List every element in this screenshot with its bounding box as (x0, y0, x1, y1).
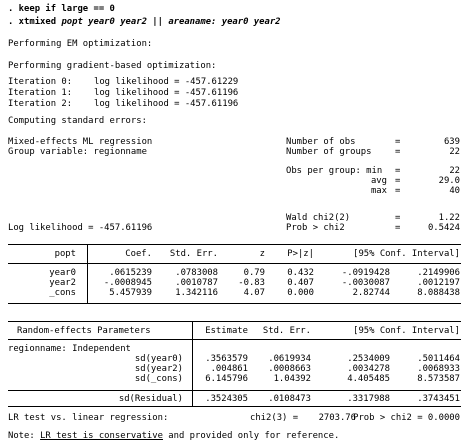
prob-chi2-label: Prob > chi2 (286, 223, 345, 233)
row-se: .0619934 (268, 354, 311, 364)
nobs-value: 639 (443, 137, 460, 147)
row-se: .0008663 (268, 364, 311, 374)
command-xtmixed (8, 17, 281, 27)
row-estimate: .3563579 (205, 354, 248, 364)
row-z: -0.83 (238, 278, 265, 288)
row-estimate: .004861 (210, 364, 248, 374)
wald-value: 1.22 (438, 213, 460, 223)
prob-chi2-value: 0.5424 (427, 223, 460, 233)
row-ci-low: .0034278 (347, 364, 390, 374)
max-eq: = (395, 186, 401, 196)
row-z: 4.07 (243, 288, 265, 298)
row-se: .0108473 (268, 394, 311, 404)
row-coef: 5.457939 (109, 288, 152, 298)
row-se: .0783008 (175, 268, 218, 278)
iteration-2-text: log likelihood = -457.61196 (94, 99, 239, 109)
fixed-header-ci: [95% Conf. Interval] (353, 249, 460, 259)
row-ci-low: .3317988 (347, 394, 390, 404)
iteration-0-label: Iteration 0: (8, 77, 73, 87)
iteration-1-text: log likelihood = -457.61196 (94, 88, 239, 98)
avg-label: avg (370, 176, 387, 186)
fixed-header-z: z (259, 249, 265, 259)
random-table-header-rule (8, 339, 461, 340)
wald-eq: = (395, 213, 401, 223)
min-eq: = (395, 166, 401, 176)
lr-test-label: LR test vs. linear regression: (8, 413, 169, 423)
ngroups-label: Number of groups (286, 147, 372, 157)
row-ci-low: -.0030087 (341, 278, 390, 288)
prob-eq: = (395, 223, 401, 233)
row-z: 0.79 (243, 268, 265, 278)
fixed-table-header-rule (8, 263, 461, 264)
row-p: 0.000 (287, 288, 314, 298)
note-prefix: Note: (8, 431, 41, 441)
row-name: year2 (49, 278, 76, 288)
row-name: year0 (49, 268, 76, 278)
random-header-ci: [95% Conf. Interval] (353, 326, 460, 336)
row-ci-low: .2534009 (347, 354, 390, 364)
nobs-label: Number of obs (286, 137, 356, 147)
row-ci-high: .5011464 (417, 354, 460, 364)
row-name: sd(Residual) (118, 394, 183, 404)
row-ci-high: .0012197 (417, 278, 460, 288)
group-variable-label: Group variable: regionname (8, 147, 147, 157)
log-likelihood-label: Log likelihood = -457.61196 (8, 223, 153, 233)
ngroups-eq: = (395, 147, 401, 157)
random-table-bottom-rule (8, 406, 461, 407)
fixed-table-top-rule (8, 244, 461, 245)
command-xtmixed-prefix: . xtmixed (8, 17, 62, 27)
fixed-header-coef: Coef. (125, 249, 152, 259)
row-coef: -.0008945 (103, 278, 152, 288)
random-header-params: Random-effects Parameters (17, 326, 151, 336)
min-value: 22 (449, 166, 460, 176)
row-ci-high: 8.573587 (417, 374, 460, 384)
obs-per-group-min-label: Obs per group: min (286, 166, 383, 176)
fixed-table-divider (87, 244, 88, 303)
model-title: Mixed-effects ML regression (8, 137, 153, 147)
avg-eq: = (395, 176, 401, 186)
computing-se-text: Computing standard errors: (8, 116, 147, 126)
lr-test-chi2-label: chi2(3) = (250, 413, 299, 423)
iteration-0-text: log likelihood = -457.61229 (94, 77, 239, 87)
row-ci-low: -.0919428 (341, 268, 390, 278)
em-optimization-text: Performing EM optimization: (8, 39, 153, 49)
gradient-optimization-text: Performing gradient-based optimization: (8, 61, 217, 71)
avg-value: 29.0 (438, 176, 460, 186)
row-coef: .0615239 (109, 268, 152, 278)
row-ci-high: .3743451 (417, 394, 460, 404)
row-estimate: 6.145796 (205, 374, 248, 384)
random-header-estimate: Estimate (205, 326, 248, 336)
row-name: _cons (49, 288, 76, 298)
command-separator: || (146, 17, 169, 27)
random-group-label: regionname: Independent (8, 344, 131, 354)
row-se: 1.04392 (273, 374, 311, 384)
row-ci-high: .2149906 (417, 268, 460, 278)
lr-test-prob: Prob > chi2 = 0.0000 (353, 413, 460, 423)
row-ci-high: 8.088438 (417, 288, 460, 298)
random-table-mid-rule (8, 390, 461, 391)
random-header-se: Std. Err. (262, 326, 311, 336)
row-ci-high: .0068933 (417, 364, 460, 374)
command-random-spec: areaname: year0 year2 (168, 17, 281, 27)
fixed-header-p: P>|z| (287, 249, 314, 259)
max-label: max (370, 186, 387, 196)
row-p: 0.407 (287, 278, 314, 288)
note-link[interactable]: LR test is conservative (40, 431, 163, 441)
iteration-2-label: Iteration 2: (8, 99, 73, 109)
note-line (8, 431, 339, 441)
ngroups-value: 22 (449, 147, 460, 157)
fixed-table-bottom-rule (8, 303, 461, 304)
wald-label: Wald chi2(2) (286, 213, 351, 223)
row-estimate: .3524305 (205, 394, 248, 404)
row-se: .0010787 (175, 278, 218, 288)
row-name: sd(year0) (134, 354, 183, 364)
row-name: sd(year2) (134, 364, 183, 374)
row-ci-low: 2.82744 (352, 288, 390, 298)
iteration-1-label: Iteration 1: (8, 88, 73, 98)
command-fixed-vars: popt year0 year2 (61, 17, 147, 27)
random-table-top-rule (8, 321, 461, 322)
fixed-header-depvar: popt (54, 249, 76, 259)
row-name: sd(_cons) (134, 374, 183, 384)
random-table-divider (192, 321, 193, 406)
fixed-header-se: Std. Err. (169, 249, 218, 259)
note-suffix: and provided only for reference. (162, 431, 340, 441)
lr-test-chi2-value: 2703.76 (318, 413, 356, 423)
row-se: 1.342116 (175, 288, 218, 298)
max-value: 40 (449, 186, 460, 196)
nobs-eq: = (395, 137, 401, 147)
row-p: 0.432 (287, 268, 314, 278)
row-ci-low: 4.405485 (347, 374, 390, 384)
command-keep: . keep if large == 0 (8, 4, 115, 14)
